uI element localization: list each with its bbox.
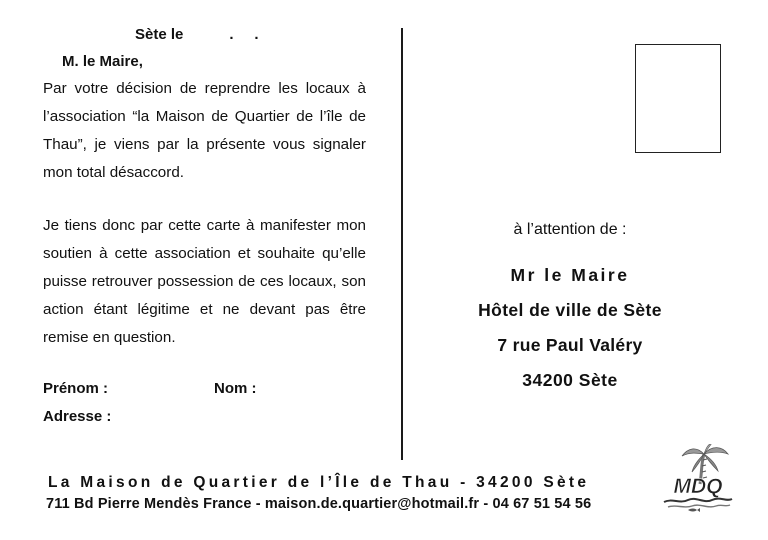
- nom-label: Nom :: [214, 380, 257, 397]
- date-line: [135, 26, 259, 43]
- attention-label: à l’attention de :: [513, 221, 627, 238]
- date-label: Sète le: [135, 26, 184, 43]
- palm-tree-icon: [660, 444, 736, 514]
- salutation: M. le Maire,: [62, 53, 143, 70]
- date-placeholder: . .: [229, 26, 259, 43]
- logo-text: MDQ: [673, 475, 723, 498]
- prenom-label: Prénom :: [43, 380, 109, 397]
- adresse-label: Adresse :: [43, 408, 112, 425]
- message-paragraph-2: Je tiens donc par cette carte à manifester mon soutien à cette association et souhaite qu’elle puisse retrouver possession de ces locaux, son action étant légitime et ne devant pas être remise en question.: [43, 217, 366, 346]
- recipient-building: Hôtel de ville de Sète: [478, 300, 662, 320]
- mdq-logo: [660, 444, 736, 514]
- footer-organization: La Maison de Quartier de l’Île de Thau - 34200 Sète: [48, 474, 590, 491]
- message-paragraph-1: Par votre décision de reprendre les locaux à l’association “la Maison de Quartier de l’île de Thau”, je viens par la présente vous signaler mon total désaccord.: [43, 80, 366, 181]
- footer-contact: 711 Bd Pierre Mendès France - maison.de.quartier@hotmail.fr - 04 67 51 54 56: [46, 496, 592, 512]
- recipient-city: 34200 Sète: [522, 370, 618, 390]
- recipient-street: 7 rue Paul Valéry: [497, 335, 643, 355]
- recipient-name: Mr le Maire: [510, 265, 630, 285]
- center-divider: [401, 28, 403, 460]
- stamp-box: [635, 44, 721, 153]
